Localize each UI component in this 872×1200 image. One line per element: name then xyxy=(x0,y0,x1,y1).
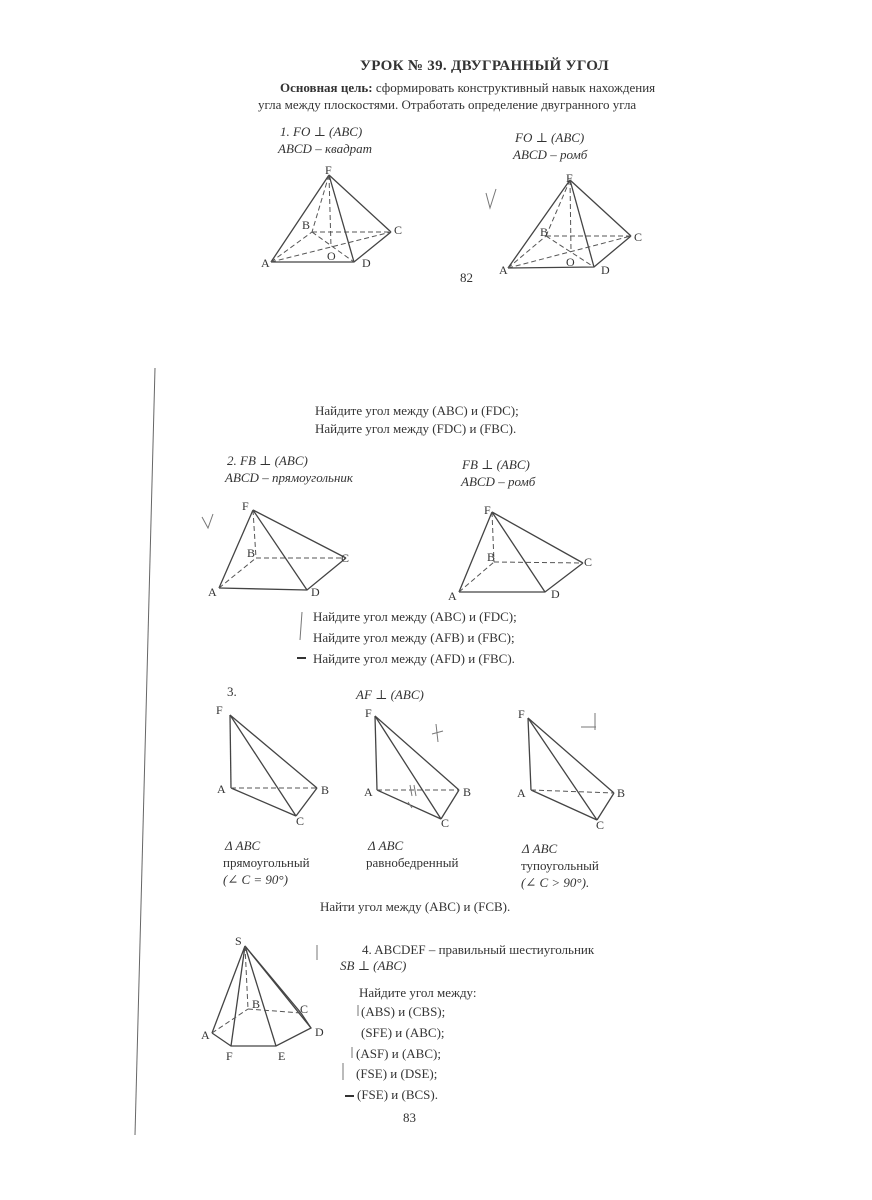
ex4-item-1: (ABS) и (CBS); xyxy=(361,1004,446,1019)
hex-label-D: D xyxy=(315,1025,324,1039)
page-number-top: 82 xyxy=(460,270,473,285)
ex2-task-1: Найдите угол между (ABC) и (FDC); xyxy=(313,609,517,624)
ex3c-triangle: Δ ABC xyxy=(522,841,558,856)
ex3a-triangle: Δ ABC xyxy=(225,838,261,853)
ex1-task-2: Найдите угол между (FDC) и (FBC). xyxy=(315,421,517,436)
p1-label-D: D xyxy=(362,256,371,270)
p3-label-C: C xyxy=(341,551,350,565)
ex4-item-5: (FSE) и (BCS). xyxy=(357,1087,438,1102)
ex2b-condition-1: FB ⊥ (ABC) xyxy=(462,457,530,472)
t3-label-A: A xyxy=(517,786,526,800)
p1-label-O: O xyxy=(327,249,336,263)
p1-label-F: F xyxy=(325,163,332,177)
ex4-condition-2: SB ⊥ (ABC) xyxy=(340,958,407,973)
t3-label-F: F xyxy=(518,707,525,721)
ex4-item-4: (FSE) и (DSE); xyxy=(356,1066,438,1081)
ex2-condition-2: ABCD – прямоугольник xyxy=(225,470,353,485)
p2-label-F: F xyxy=(566,171,573,185)
p4-label-A: A xyxy=(448,589,457,603)
t1-label-F: F xyxy=(216,703,223,717)
ex2-task-3: Найдите угол между (AFD) и (FBC). xyxy=(313,651,515,666)
hex-label-S: S xyxy=(235,934,242,948)
goal-line-2: угла между плоскостями. Отработать определение двугранного угла xyxy=(258,97,637,112)
t2-label-C: C xyxy=(441,816,450,830)
ex1-condition-2: ABCD – квадрат xyxy=(278,141,373,156)
p1-label-A: A xyxy=(261,256,270,270)
ex3-task: Найти угол между (ABC) и (FCB). xyxy=(320,899,511,914)
ex1b-condition-2: ABCD – ромб xyxy=(513,147,588,162)
ex3c-type: тупоугольный xyxy=(521,858,599,873)
hex-label-F: F xyxy=(226,1049,233,1063)
ex4-item-2: (SFE) и (ABC); xyxy=(361,1025,445,1040)
p2-label-B: B xyxy=(540,225,549,239)
t1-label-C: C xyxy=(296,814,305,828)
p3-label-B: B xyxy=(247,546,256,560)
goal-label: Основная цель: xyxy=(280,80,373,95)
p2-label-A: A xyxy=(499,263,508,277)
goal-text-1: сформировать конструктивный навык нахождения xyxy=(375,80,656,95)
ex1b-condition-1: FO ⊥ (ABC) xyxy=(515,130,585,145)
t1-label-A: A xyxy=(217,782,226,796)
t1-label-B: B xyxy=(321,783,330,797)
ex4-condition-1: 4. ABCDEF – правильный шестиугольник xyxy=(362,942,595,957)
t3-label-B: B xyxy=(617,786,626,800)
p2-label-D: D xyxy=(601,263,610,277)
p1-label-C: C xyxy=(394,223,403,237)
ex1-condition-1: 1. FO ⊥ (ABC) xyxy=(280,124,363,139)
ex2b-condition-2: ABCD – ромб xyxy=(461,474,536,489)
ex3b-triangle: Δ ABC xyxy=(368,838,404,853)
p3-label-D: D xyxy=(311,585,320,599)
ex3a-type: прямоугольный xyxy=(223,855,310,870)
hex-label-C: C xyxy=(300,1002,309,1016)
p4-label-F: F xyxy=(484,503,491,517)
hex-label-E: E xyxy=(278,1049,286,1063)
ex4-item-3: (ASF) и (ABC); xyxy=(356,1046,441,1061)
page-number-bottom: 83 xyxy=(403,1110,416,1125)
t3-label-C: C xyxy=(596,818,605,832)
hex-label-A: A xyxy=(201,1028,210,1042)
ex3b-type: равнобедренный xyxy=(366,855,459,870)
p4-label-C: C xyxy=(584,555,593,569)
p4-label-D: D xyxy=(551,587,560,601)
ex3a-angle: (∠ C = 90°) xyxy=(223,872,288,887)
ex3c-angle: (∠ C > 90°). xyxy=(521,875,590,890)
p3-label-A: A xyxy=(208,585,217,599)
ex2-condition-1: 2. FB ⊥ (ABC) xyxy=(227,453,308,468)
ex3-number: 3. xyxy=(227,684,237,699)
t2-label-B: B xyxy=(463,785,472,799)
ex3-condition: AF ⊥ (ABC) xyxy=(356,687,424,702)
t2-label-F: F xyxy=(365,706,372,720)
t2-label-A: A xyxy=(364,785,373,799)
p1-label-D-top: B xyxy=(302,218,311,232)
p4-label-B: B xyxy=(487,550,496,564)
hex-label-B: B xyxy=(252,997,261,1011)
ex2-task-2: Найдите угол между (AFB) и (FBC); xyxy=(313,630,515,645)
lesson-title: УРОК № 39. ДВУГРАННЫЙ УГОЛ xyxy=(360,58,609,74)
ex4-task-head: Найдите угол между: xyxy=(359,985,477,1000)
p2-label-O: O xyxy=(566,255,575,269)
ex1-task-1: Найдите угол между (ABC) и (FDC); xyxy=(315,403,519,418)
p3-label-F: F xyxy=(242,499,249,513)
p2-label-C: C xyxy=(634,230,643,244)
